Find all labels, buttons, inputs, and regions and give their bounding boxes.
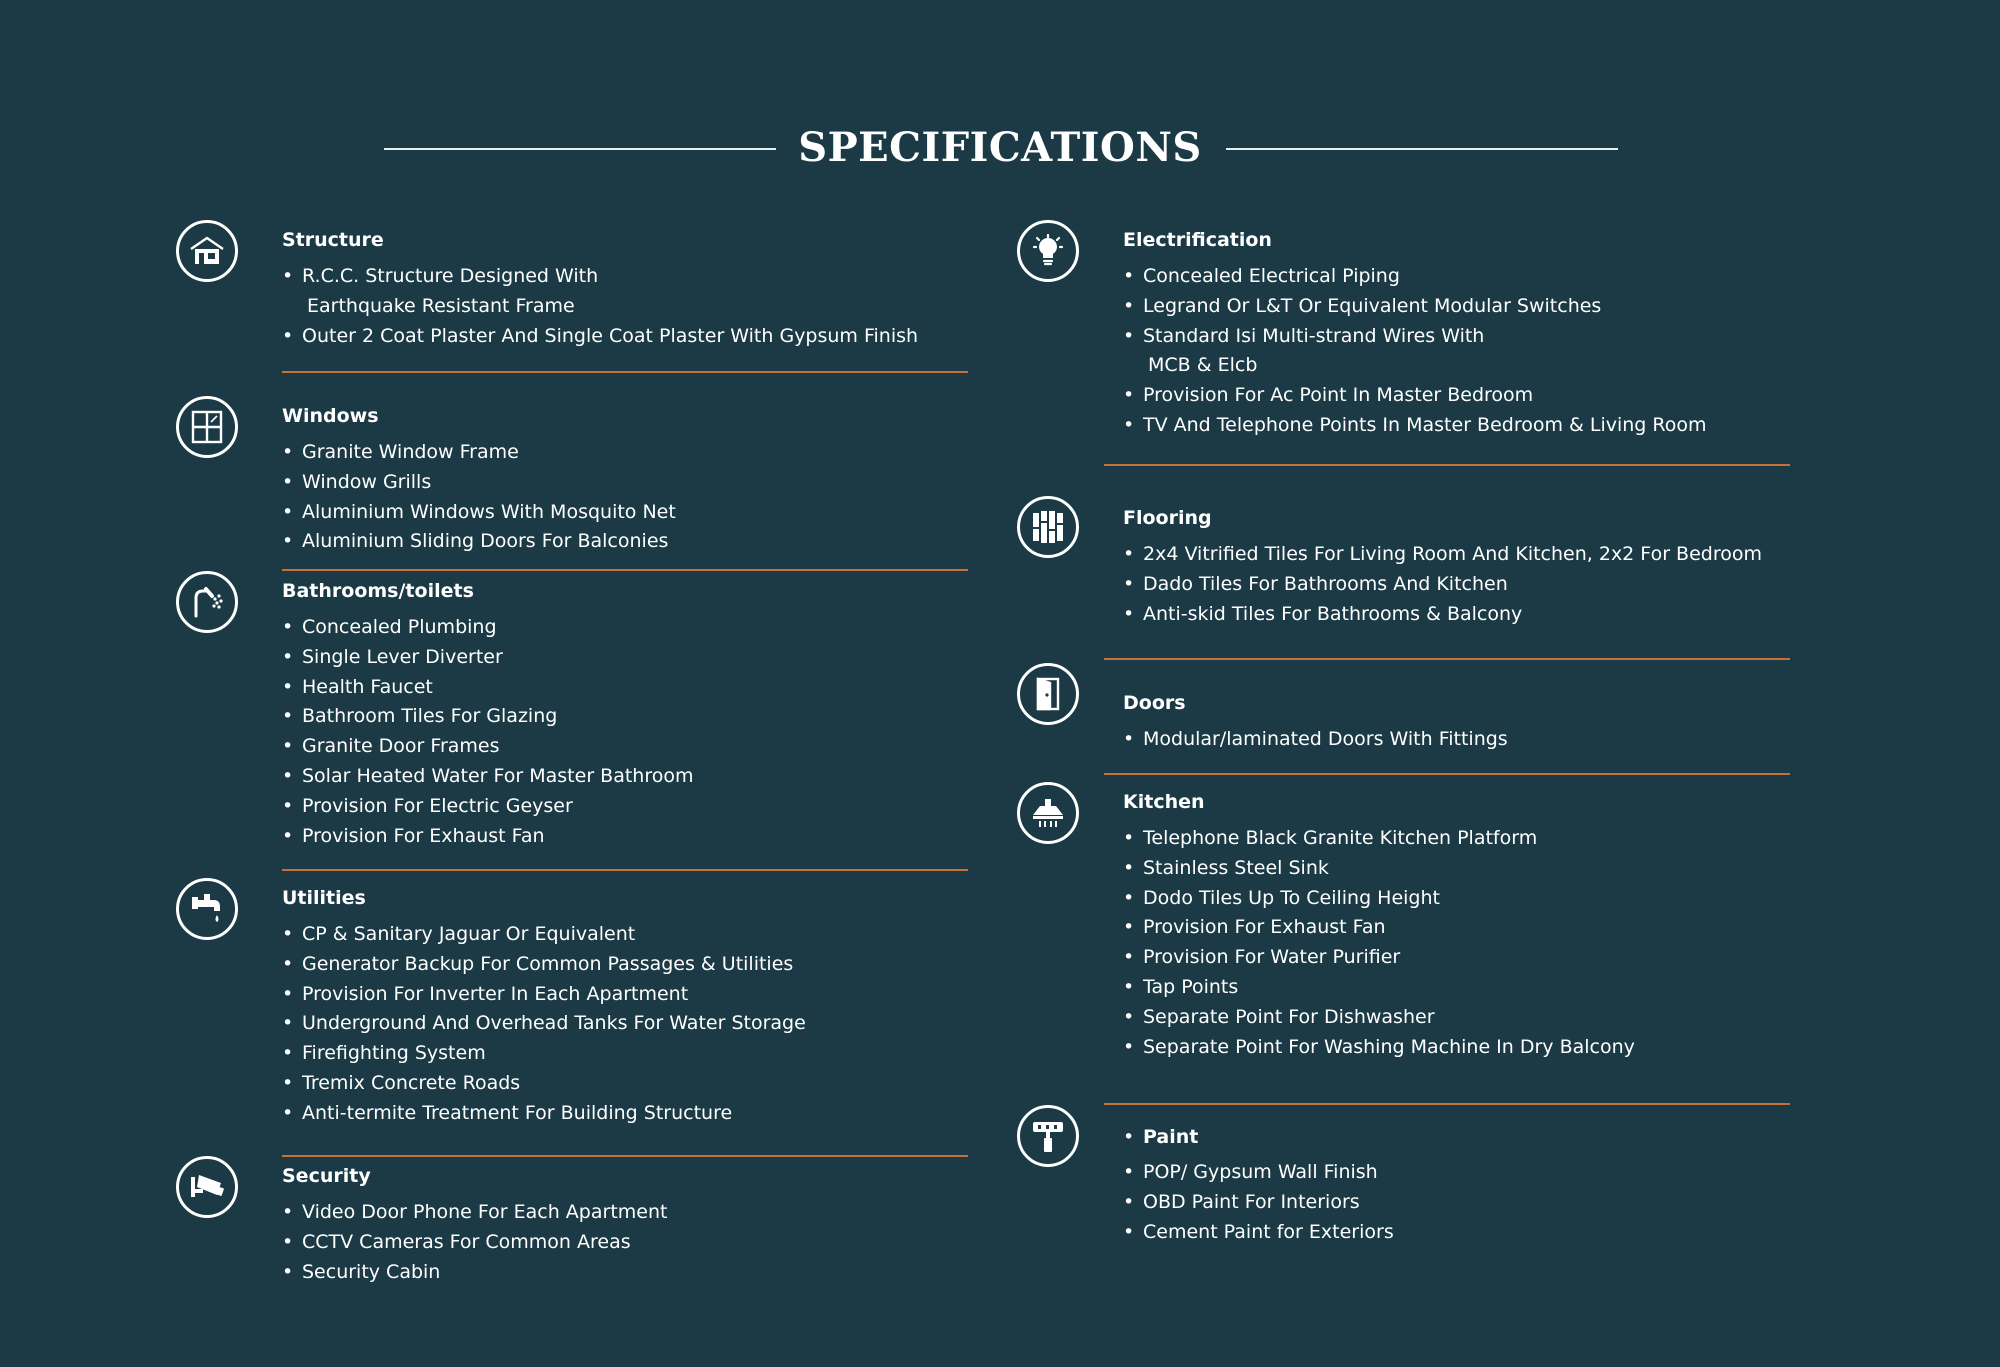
list-item: • Provision For Electric Geyser [282,792,694,822]
list-item: MCB & Elcb [1148,354,1258,377]
section-title: Structure [282,229,384,251]
list-item: • Tap Points [1123,973,1635,1003]
section-title: Utilities [282,887,366,909]
spec-list [282,438,676,557]
house-icon [176,220,238,282]
page-title: SPECIFICATIONS [798,124,1202,171]
section-title: Kitchen [1123,791,1205,813]
list-item: • Tremix Concrete Roads [282,1069,806,1099]
list-item: • Provision For Exhaust Fan [282,822,694,852]
spec-list [1123,262,1707,441]
section-divider [1104,773,1790,775]
list-item: • Provision For Inverter In Each Apartment [282,980,806,1010]
list-item: • Anti-termite Treatment For Building Structure [282,1099,806,1129]
section-title: Security [282,1165,371,1187]
list-item: • Generator Backup For Common Passages & Utilities [282,950,806,980]
list-item: • Telephone Black Granite Kitchen Platform [1123,824,1635,854]
list-item: • Standard Isi Multi-strand Wires With [1123,322,1707,352]
spec-list [1123,725,1508,755]
spec-list [282,920,806,1129]
spec-list [1123,824,1635,1062]
section-divider [282,371,968,373]
list-item: • Firefighting System [282,1039,806,1069]
section-divider [1104,1103,1790,1105]
paint-roller-icon [1017,1105,1079,1167]
list-item: • Video Door Phone For Each Apartment [282,1198,667,1228]
list-item: • TV And Telephone Points In Master Bedroom & Living Room [1123,411,1707,441]
section-divider [1104,464,1790,466]
section-title: Paint [1143,1126,1199,1148]
title-rule-right [1226,148,1618,150]
list-item: • 2x4 Vitrified Tiles For Living Room And Kitchen, 2x2 For Bedroom [1123,540,1762,570]
spec-list [1123,540,1762,629]
door-icon [1017,663,1079,725]
section-divider [1104,658,1790,660]
spec-list [1123,1123,1198,1153]
list-item: • Concealed Electrical Piping [1123,262,1707,292]
list-item: • Outer 2 Coat Plaster And Single Coat Plaster With Gypsum Finish [282,322,918,352]
section-title: Doors [1123,692,1186,714]
list-item: • Aluminium Sliding Doors For Balconies [282,527,676,557]
list-item: • Solar Heated Water For Master Bathroom [282,762,694,792]
list-item: • Underground And Overhead Tanks For Water Storage [282,1009,806,1039]
list-item: • Granite Window Frame [282,438,676,468]
list-item: • Health Faucet [282,673,694,703]
window-icon [176,396,238,458]
spec-list [282,613,694,851]
list-item: • Dado Tiles For Bathrooms And Kitchen [1123,570,1762,600]
list-item: • Provision For Exhaust Fan [1123,913,1635,943]
spec-list [1123,1158,1394,1247]
section-divider [282,1155,968,1157]
list-item: • Separate Point For Washing Machine In Dry Balcony [1123,1033,1635,1063]
list-item: • Cement Paint for Exteriors [1123,1218,1394,1248]
list-item: • R.C.C. Structure Designed With [282,262,918,292]
light-bulb-icon [1017,220,1079,282]
list-item: • Window Grills [282,468,676,498]
list-item: Earthquake Resistant Frame [307,294,575,317]
list-item: • Concealed Plumbing [282,613,694,643]
list-item: • Granite Door Frames [282,732,694,762]
title-bar [0,118,2000,178]
paint-title [1123,1123,1198,1153]
list-item: • Single Lever Diverter [282,643,694,673]
kitchen-hood-icon [1017,782,1079,844]
list-item: • Provision For Ac Point In Master Bedroom [1123,381,1707,411]
list-item: • CP & Sanitary Jaguar Or Equivalent [282,920,806,950]
spec-list [282,262,918,351]
list-item: • Stainless Steel Sink [1123,854,1635,884]
section-divider [282,869,968,871]
section-title: Bathrooms/toilets [282,580,474,602]
section-title: Electrification [1123,229,1272,251]
list-item: • Anti-skid Tiles For Bathrooms & Balcony [1123,600,1762,630]
list-item: • OBD Paint For Interiors [1123,1188,1394,1218]
list-item: • Dodo Tiles Up To Ceiling Height [1123,884,1635,914]
list-item: • CCTV Cameras For Common Areas [282,1228,667,1258]
list-item: • Modular/laminated Doors With Fittings [1123,725,1508,755]
section-title: Windows [282,405,379,427]
list-item: • Bathroom Tiles For Glazing [282,702,694,732]
list-item: • Aluminium Windows With Mosquito Net [282,498,676,528]
shower-icon [176,571,238,633]
floor-tiles-icon [1017,496,1079,558]
faucet-icon [176,878,238,940]
list-item: • Separate Point For Dishwasher [1123,1003,1635,1033]
cctv-camera-icon [176,1156,238,1218]
list-item: • POP/ Gypsum Wall Finish [1123,1158,1394,1188]
list-item: • Provision For Water Purifier [1123,943,1635,973]
section-title: Flooring [1123,507,1212,529]
list-item: • Security Cabin [282,1258,667,1288]
list-item: • Legrand Or L&T Or Equivalent Modular Switches [1123,292,1707,322]
spec-list [282,1198,667,1287]
section-divider [282,569,968,571]
